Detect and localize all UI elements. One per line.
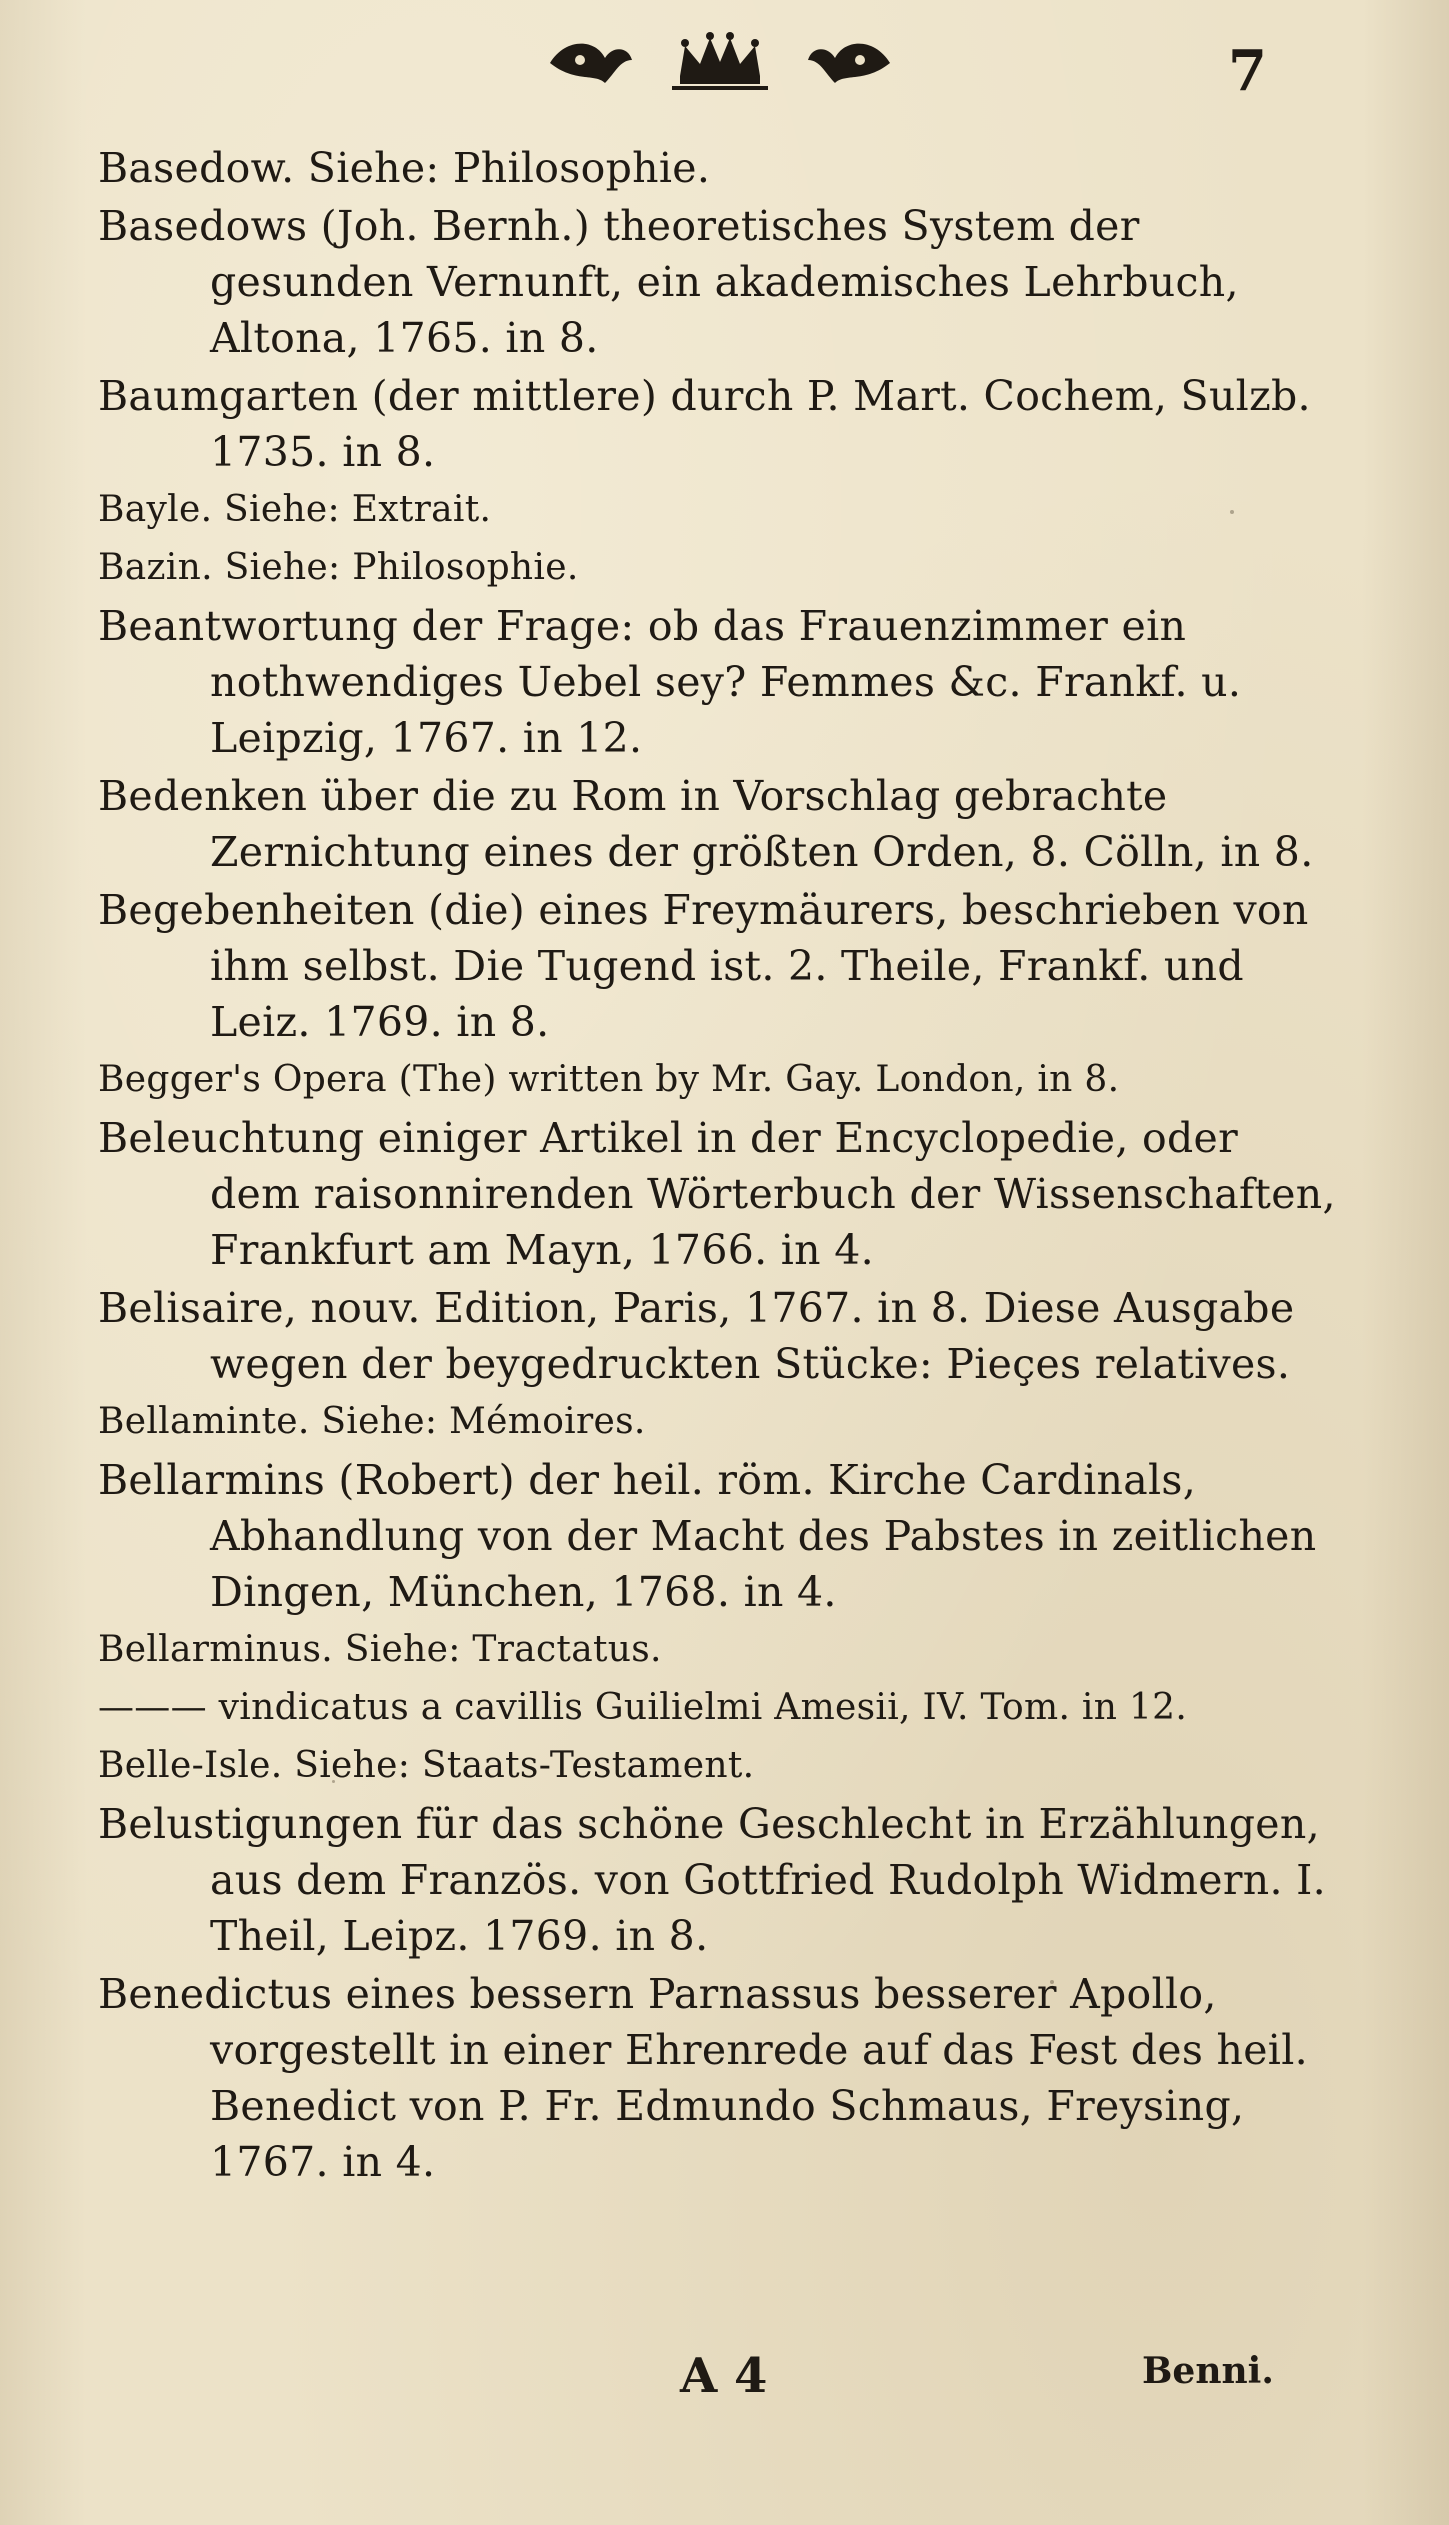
entry-begebenheiten: Begebenheiten (die) eines Freymäurers, beschrieben von ihm selbst. Die Tugend ist. 2. Theile, Frankf. und Leiz. 1769. in 8. xyxy=(98,886,1309,1046)
paper-speck xyxy=(332,1780,335,1783)
entry-basedow: Basedow. Siehe: Philosophie. xyxy=(98,144,711,192)
crown-and-fleuron-icon xyxy=(540,28,900,98)
paper-speck xyxy=(960,620,963,623)
entry-beantwortung: Beantwortung der Frage: ob das Frauenzimmer ein nothwendiges Uebel sey? Femmes &c. Frankf. u. Leipzig, 1767. in 12. xyxy=(98,602,1242,762)
entry-vindicatus: ——— vindicatus a cavillis Guilielmi Amesii, IV. Tom. in 12. xyxy=(98,1687,1188,1728)
page-number: 7 xyxy=(1228,38,1267,104)
entry-belisaire: Belisaire, nouv. Edition, Paris, 1767. in 8. Diese Ausgabe wegen der beygedruckten Stücke: Pieçes relatives. xyxy=(98,1284,1295,1388)
entry-bedenken: Bedenken über die zu Rom in Vorschlag gebrachte Zernichtung eines der größten Orden, 8. Cölln, in 8. xyxy=(98,772,1314,876)
entry-baumgarten: Baumgarten (der mittlere) durch P. Mart. Cochem, Sulzb. 1735. in 8. xyxy=(98,372,1311,476)
signature-mark: A 4 xyxy=(680,2348,768,2404)
catchword: Benni. xyxy=(1142,2350,1274,2392)
entry-belle-isle: Belle-Isle. Siehe: Staats-Testament. xyxy=(98,1745,755,1786)
entry-benedictus: Benedictus eines bessern Parnassus besserer Apollo, vorgestellt in einer Ehrenrede auf das Fest des heil. Benedict von P. Fr. Edmundo Schmaus, Freysing, 1767. in 4. xyxy=(98,1970,1308,2186)
entry-basedows: Basedows (Joh. Bernh.) theoretisches System der gesunden Vernunft, ein akademisches Lehrbuch, Altona, 1765. in 8. xyxy=(98,202,1239,362)
entry-beggers-opera: Begger's Opera (The) written by Mr. Gay. London, in 8. xyxy=(98,1059,1120,1100)
entry-bazin: Bazin. Siehe: Philosophie. xyxy=(98,547,579,588)
entry-beleuchtung: Beleuchtung einiger Artikel in der Encyclopedie, oder dem raisonnirenden Wörterbuch der Wissenschaften, Frankfurt am Mayn, 1766. in 4. xyxy=(98,1114,1336,1274)
paper-speck xyxy=(1050,1980,1054,1984)
entry-bellaminte: Bellaminte. Siehe: Mémoires. xyxy=(98,1401,646,1442)
paper-speck xyxy=(1230,510,1234,514)
entry-bayle: Bayle. Siehe: Extrait. xyxy=(98,489,492,530)
entry-bellarmins: Bellarmins (Robert) der heil. röm. Kirche Cardinals, Abhandlung von der Macht des Pabstes in zeitlichen Dingen, München, 1768. in 4. xyxy=(98,1456,1317,1616)
entry-list xyxy=(98,140,1338,2192)
entry-bellarminus: Bellarminus. Siehe: Tractatus. xyxy=(98,1629,662,1670)
entry-belustigungen: Belustigungen für das schöne Geschlecht in Erzählungen, aus dem Französ. von Gottfried Rudolph Widmern. I. Theil, Leipz. 1769. in 8. xyxy=(98,1800,1326,1960)
